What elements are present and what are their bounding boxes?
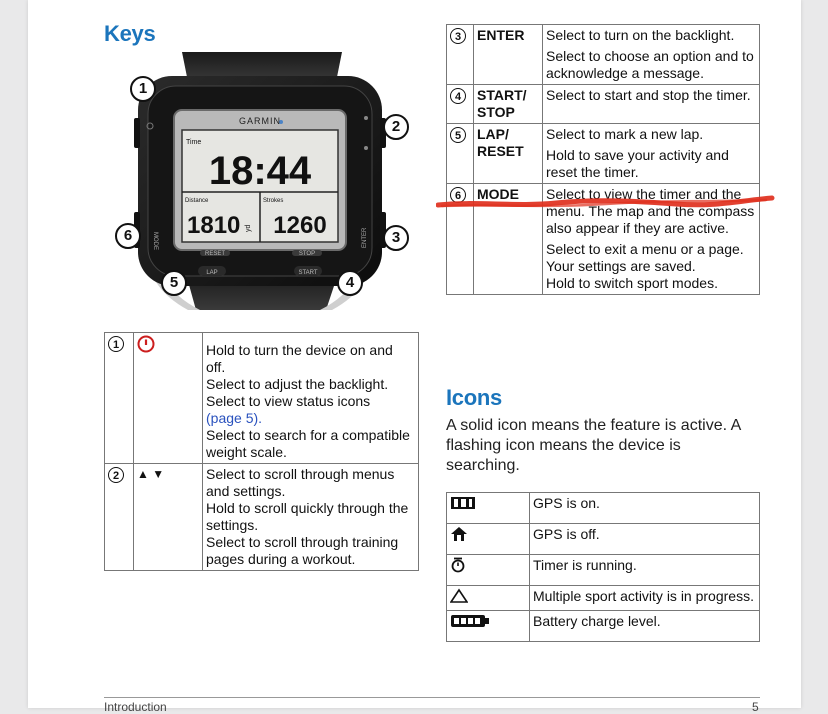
key-desc: Select to scroll through menus and settings.	[206, 466, 395, 499]
lap-label: LAP	[206, 270, 218, 276]
callout-6: 6	[115, 223, 141, 249]
table-row	[447, 555, 760, 586]
key-name: ENTER	[474, 25, 543, 85]
callout-4: 4	[337, 270, 363, 296]
footer-section-label: Introduction	[104, 700, 167, 714]
icons-heading: Icons	[446, 385, 502, 410]
row-number: 4	[450, 88, 466, 104]
callout-5: 5	[161, 270, 187, 296]
table-row	[447, 85, 760, 124]
row-number: 1	[108, 336, 124, 352]
icons-table	[446, 492, 760, 642]
timer-icon	[450, 557, 466, 573]
table-row	[105, 464, 419, 571]
key-desc: Hold to switch sport modes.	[546, 275, 718, 291]
key-desc: Select to view the timer and the menu. The map and the compass also appear if they are active.	[546, 186, 755, 236]
strokes-label: Strokes	[263, 198, 284, 204]
stop-label: STOP	[298, 251, 316, 257]
key-desc: Select to start and stop the timer.	[546, 87, 751, 103]
multisport-icon	[450, 588, 468, 604]
up-down-arrows: ▲ ▼	[134, 464, 203, 571]
distance-label: Distance	[185, 198, 209, 204]
footer-divider	[104, 697, 760, 698]
row-number: 5	[450, 127, 466, 143]
distance-unit: yd	[245, 224, 252, 232]
icon-desc: Multiple sport activity is in progress.	[530, 586, 760, 611]
key-name: MODE	[474, 184, 543, 295]
table-row	[447, 586, 760, 611]
row-number: 3	[450, 28, 466, 44]
start-label: START	[298, 270, 318, 276]
keys-heading: Keys	[104, 21, 156, 46]
time-readout: 18:44	[208, 149, 312, 193]
table-row	[447, 493, 760, 524]
red-annotation-stroke	[436, 192, 776, 216]
keys-table-right	[446, 24, 760, 295]
footer-page-number: 5	[752, 700, 759, 714]
icons-intro: A solid icon means the feature is active. A flashing icon means the device is searching.	[446, 417, 741, 474]
enter-label: ENTER	[362, 227, 368, 248]
icon-desc: GPS is off.	[530, 524, 760, 555]
row-number: 6	[450, 187, 466, 203]
distance-readout: 1810	[187, 212, 241, 239]
key-desc: Select to search for a compatible weight scale.	[206, 427, 410, 460]
key-name: LAP/ RESET	[474, 124, 543, 184]
callout-1: 1	[130, 76, 156, 102]
key-desc: Select to view status icons	[206, 393, 371, 409]
table-row	[447, 124, 760, 184]
page-link[interactable]: (page 5).	[206, 410, 263, 426]
icon-desc: Timer is running.	[530, 555, 760, 586]
key-desc: Select to scroll through training pages during a workout.	[206, 534, 399, 567]
table-row	[447, 25, 760, 85]
table-row	[447, 524, 760, 555]
reset-label: RESET	[204, 251, 226, 257]
icon-desc: Battery charge level.	[530, 611, 760, 642]
time-label: Time	[186, 139, 202, 146]
key-desc: Hold to scroll quickly through the settings.	[206, 500, 409, 533]
battery-icon	[450, 613, 490, 629]
gps-off-icon	[450, 526, 468, 542]
key-desc: Select to adjust the backlight.	[206, 376, 389, 392]
gps-on-icon	[450, 495, 476, 511]
mode-label: MODE	[152, 232, 158, 250]
key-desc: Select to exit a menu or a page. Your settings are saved.	[546, 241, 744, 274]
icon-desc: GPS is on.	[530, 493, 760, 524]
table-row	[105, 333, 419, 464]
callout-2: 2	[383, 114, 409, 140]
callout-3: 3	[383, 225, 409, 251]
key-desc: Select to choose an option and to acknowledge a message.	[546, 48, 754, 81]
key-desc: Select to mark a new lap.	[546, 126, 704, 142]
table-row	[447, 611, 760, 642]
key-desc: Hold to save your activity and reset the timer.	[546, 147, 729, 180]
strokes-readout: 1260	[273, 212, 327, 239]
brand-label: GARMIN	[239, 116, 281, 126]
row-number: 2	[108, 467, 124, 483]
key-desc: Hold to turn the device on and off.	[206, 342, 393, 375]
key-desc: Select to turn on the backlight.	[546, 27, 735, 43]
power-icon	[137, 335, 155, 353]
key-name: START/ STOP	[474, 85, 543, 124]
keys-table-left	[104, 332, 419, 571]
